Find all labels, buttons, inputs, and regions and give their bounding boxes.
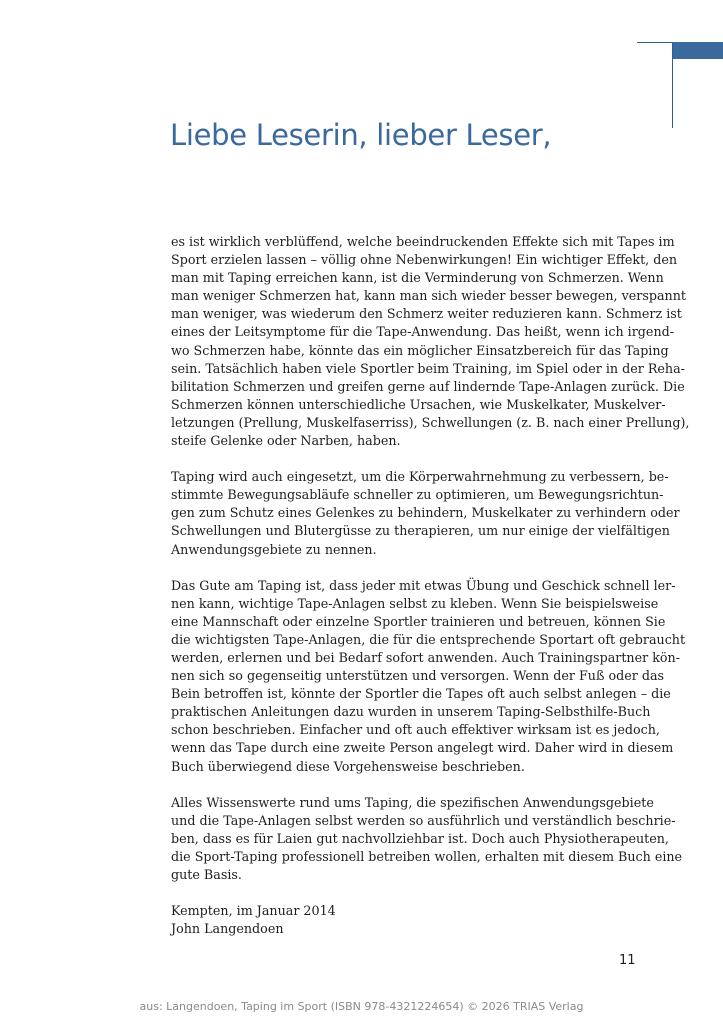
- text-line: es ist wirklich verblüffend, welche beeindruckenden Effekte sich mit Tapes im: [171, 234, 675, 249]
- text-line: und die Tape-Anlagen selbst werden so ausführlich und verständlich beschrie-: [171, 812, 676, 828]
- page-number: 11: [619, 953, 636, 968]
- text-line: gen zum Schutz eines Gelenkes zu behindern, Muskelkater zu verhindern oder: [171, 505, 680, 521]
- text-line: man mit Taping erreichen kann, ist die Verminderung von Schmerzen. Wenn: [171, 270, 664, 286]
- text-line: eine Mannschaft oder einzelne Sportler trainieren und betreuen, können Sie: [171, 613, 666, 629]
- text-line: Anwendungsgebiete zu nennen.: [171, 541, 377, 557]
- paragraph-4: [171, 794, 683, 884]
- text-line: nen sich so gegenseitig unterstützen und versorgen. Wenn der Fuß oder das: [171, 668, 665, 684]
- author-name: John Langendoen: [171, 921, 284, 937]
- corner-rule-vertical: [672, 42, 673, 128]
- text-line: Taping wird auch eingesetzt, um die Körperwahrnehmung zu verbessern, be-: [171, 469, 669, 485]
- text-line: sein. Tatsächlich haben viele Sportler beim Training, im Spiel oder in der Reha-: [171, 360, 685, 376]
- text-line: die wichtigsten Tape-Anlagen, die für die entsprechende Sportart oft gebraucht: [171, 631, 686, 647]
- footer-citation: aus: Langendoen, Taping im Sport (ISBN 978-4321224654) © 2026 TRIAS Verlag: [139, 1000, 584, 1013]
- text-line: Bein betroffen ist, könnte der Sportler die Tapes oft auch selbst anlegen – die: [171, 686, 671, 702]
- paragraph-2: [171, 468, 680, 558]
- text-line: steife Gelenke oder Narben, haben.: [171, 433, 401, 449]
- text-line: wenn das Tape durch eine zweite Person angelegt wird. Daher wird in diesem: [171, 740, 674, 756]
- corner-accent-block: [673, 42, 723, 59]
- text-line: Schwellungen und Blutergüsse zu therapieren, um nur einige der vielfältigen: [171, 523, 670, 539]
- paragraph-3: [171, 577, 686, 776]
- body-text: [171, 233, 690, 956]
- text-line: eines der Leitsymptome für die Tape-Anwendung. Das heißt, wenn ich irgend-: [171, 324, 675, 340]
- text-line: die Sport-Taping professionell betreiben wollen, erhalten mit diesem Buch eine: [171, 848, 683, 864]
- text-line: man weniger, was wiederum den Schmerz weiter reduzieren kann. Schmerz ist: [171, 306, 682, 322]
- closing-signature: [171, 902, 637, 938]
- text-line: nen kann, wichtige Tape-Anlagen selbst zu kleben. Wenn Sie beispielsweise: [171, 595, 659, 611]
- corner-rule-horizontal: [637, 42, 673, 43]
- paragraph-1: [171, 233, 690, 450]
- text-line: letzungen (Prellung, Muskelfaserriss), Schwellungen (z. B. nach einer Prellung),: [171, 414, 690, 430]
- page-title: Liebe Leserin, lieber Leser,: [170, 118, 552, 152]
- text-line: gute Basis.: [171, 867, 242, 882]
- text-line: Buch überwiegend diese Vorgehensweise beschrieben.: [171, 758, 525, 774]
- text-line: stimmte Bewegungsabläufe schneller zu optimieren, um Bewegungsrichtun-: [171, 487, 664, 503]
- text-line: werden, erlernen und bei Bedarf sofort anwenden. Auch Trainingspartner kön-: [171, 649, 680, 665]
- text-line: wo Schmerzen habe, könnte das ein möglicher Einsatzbereich für das Taping: [171, 342, 669, 358]
- text-line: Alles Wissenswerte rund ums Taping, die spezifischen Anwendungsgebiete: [171, 794, 654, 810]
- text-line: bilitation Schmerzen und greifen gerne auf lindernde Tape-Anlagen zurück. Die: [171, 378, 685, 394]
- text-line: Sport erzielen lassen – völlig ohne Nebenwirkungen! Ein wichtiger Effekt, den: [171, 252, 678, 268]
- text-line: ben, dass es für Laien gut nachvollziehbar ist. Doch auch Physiotherapeuten,: [171, 830, 669, 846]
- place-date: Kempten, im Januar 2014: [171, 903, 336, 919]
- text-line: Schmerzen können unterschiedliche Ursachen, wie Muskelkater, Muskelver-: [171, 396, 666, 412]
- text-line: man weniger Schmerzen hat, kann man sich wieder besser bewegen, verspannt: [171, 288, 686, 304]
- text-line: praktischen Anleitungen dazu wurden in unserem Taping-Selbsthilfe-Buch: [171, 704, 651, 720]
- text-line: schon beschrieben. Einfacher und oft auch effektiver wirksam ist es jedoch,: [171, 722, 660, 738]
- text-line: Das Gute am Taping ist, dass jeder mit etwas Übung und Geschick schnell ler-: [171, 577, 676, 593]
